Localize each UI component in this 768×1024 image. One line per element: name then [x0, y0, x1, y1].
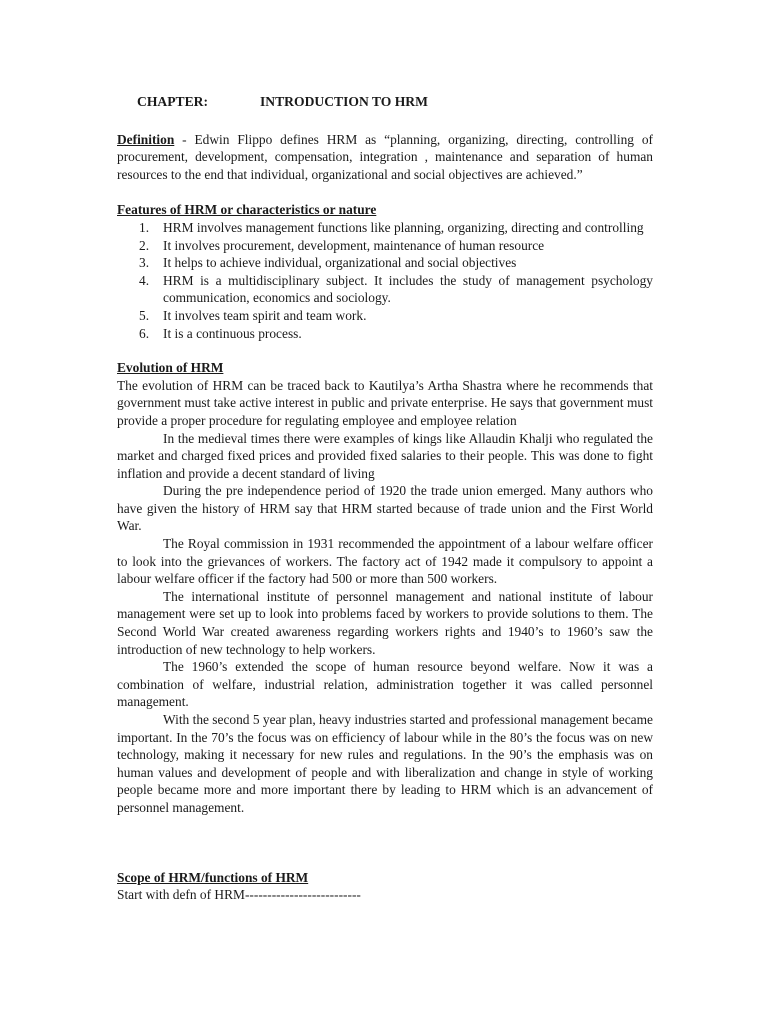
scope-section — [117, 869, 653, 904]
definition-text: - Edwin Flippo defines HRM as “planning, organizing, directing, controlling of procurement, development, compensation, integration , maintenance and separation of human resources to the end that individual, organizational and social objectives are achieved.” — [117, 131, 653, 182]
features-heading: Features of HRM or characteristics or nature — [117, 202, 377, 218]
evolution-heading: Evolution of HRM — [117, 360, 224, 376]
evolution-paragraph: With the second 5 year plan, heavy industries started and professional management became important. In the 70’s the focus was on efficiency of labour while in the 80’s the focus was on new technology, making it necessary for new rules and regulations. In the 90’s the emphasis was on human values and development of people and with liberalization and change in style of working people became more and more important there by leading to HRM which is an advancement of personnel management. — [117, 712, 653, 815]
definition-paragraph — [117, 131, 653, 184]
list-item: 5. It involves team spirit and team work. — [139, 307, 367, 323]
features-list — [117, 219, 653, 342]
chapter-name: INTRODUCTION TO HRM — [260, 94, 428, 109]
scope-text: Start with defn of HRM-------------------------- — [117, 887, 361, 903]
list-item: 4. HRM is a multidisciplinary subject. It includes the study of management psychology communication, economics and sociology. — [139, 272, 653, 306]
evolution-paragraph: The Royal commission in 1931 recommended the appointment of a labour welfare officer to look into the grievances of workers. The factory act of 1942 made it compulsory to appoint a labour welfare officer if the factory had 500 or more than 500 workers. — [117, 536, 653, 587]
list-item: 2. It involves procurement, development, maintenance of human resource — [139, 237, 545, 253]
evolution-paragraph: The international institute of personnel management and national institute of labour management were set up to look into problems faced by workers to provide solutions to them. The Second World War created awareness regarding workers rights and 1940’s to 1960’s saw the introduction of new technology to help workers. — [117, 588, 653, 657]
list-item: 6. It is a continuous process. — [139, 325, 302, 341]
evolution-section — [117, 359, 653, 816]
chapter-title — [137, 93, 653, 111]
list-item: 3. It helps to achieve individual, organizational and social objectives — [139, 255, 517, 271]
evolution-paragraph: The evolution of HRM can be traced back to Kautilya’s Artha Shastra where he recommends that government must take active interest in public and private enterprise. He says that government must provide a proper procedure for regulating employee and employee relation — [117, 377, 653, 428]
evolution-paragraph: The 1960’s extended the scope of human resource beyond welfare. Now it was a combination of welfare, industrial relation, administration together it was called personnel management. — [117, 659, 653, 710]
evolution-paragraph: In the medieval times there were examples of kings like Allaudin Khalji who regulated the market and charged fixed prices and provided fixed salaries to their people. This was done to fight inflation and provide a decent standard of living — [117, 430, 653, 481]
list-item: 1. HRM involves management functions like planning, organizing, directing and controlling — [139, 219, 644, 235]
document-page — [117, 93, 653, 904]
evolution-paragraph: During the pre independence period of 1920 the trade union emerged. Many authors who have given the history of HRM say that HRM started because of trade union and the First World War. — [117, 483, 653, 534]
chapter-label: CHAPTER: — [137, 94, 208, 109]
scope-heading: Scope of HRM/functions of HRM — [117, 869, 309, 885]
definition-heading: Definition — [117, 131, 175, 147]
